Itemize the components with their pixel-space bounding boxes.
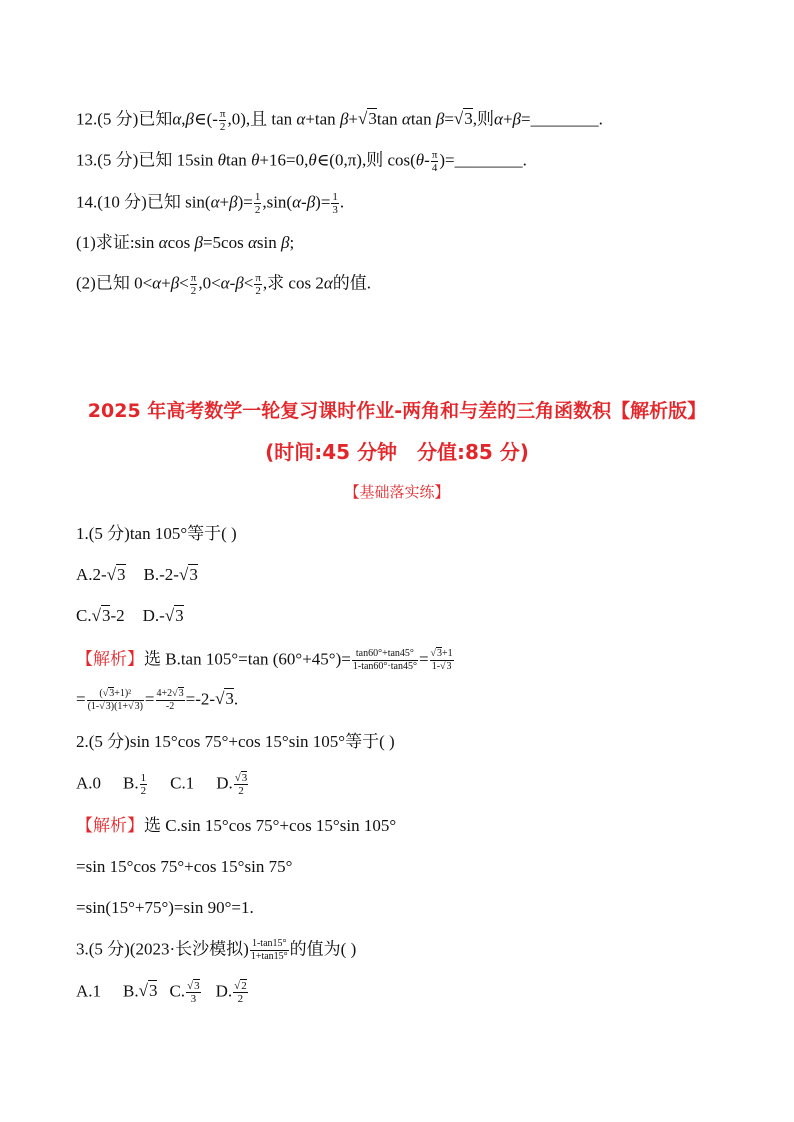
question-14-part-1: (1)求证:sin αcos β=5cos αsin β;	[76, 233, 295, 252]
question-1-options-ab: A.2-√3 B.-2-√3	[76, 565, 198, 584]
q1-option-c: -2	[110, 606, 125, 625]
q14-lead: 14.(10 分)已知 sin(	[76, 192, 211, 212]
q3-option-d: D.	[215, 981, 233, 1001]
question-14: 14.(10 分)已知 sin(α+β)= $\frac{1}{2}$ ,sin(α-β)= $\frac{1}{3}$ .	[76, 191, 345, 216]
answer-tag: 【解析】	[76, 816, 144, 836]
question-2-options: A.0 B. $\frac{1}{2}$ C.1 D. $\frac{√3}{2}$	[76, 772, 248, 797]
q3-option-b: B.	[123, 981, 139, 1001]
question-1-options-cd: C.√3-2 D.-√3	[76, 606, 184, 625]
page-title: 2025 年高考数学一轮复习课时作业-两角和与差的三角函数积【解析版】	[87, 400, 707, 422]
question-1-answer-2: = $\frac{\text{(√3+1)²}}{(1-√3)(1+√3)}$ = $\frac{4+2√3}{-2}$ =-2-√3.	[76, 688, 239, 712]
question-1: 1.(5 分)tan 105°等于( )	[76, 524, 237, 543]
q2-option-b: B.	[123, 773, 139, 793]
question-2-answer-1: 【解析】选 C.sin 15°cos 75°+cos 15°sin 105°	[76, 816, 397, 836]
q13-tail: =________.	[445, 150, 527, 170]
q1-option-b: B.-2-	[143, 565, 179, 584]
question-3: 3.(5 分)(2023·长沙模拟) $\frac{1-\tan 15^\circ}{1+\tan 15^\circ}$ 的值为( )	[76, 938, 357, 962]
q14-p1: (1)求证:sin	[76, 233, 159, 252]
q1-option-d: D.-	[142, 606, 165, 625]
q2-option-a: A.0	[76, 773, 102, 793]
q14-p2: (2)已知 0<	[76, 273, 153, 293]
question-13: 13.(5 分)已知 15sin θtan θ+16=0,θ∈(0,π),则 cos(θ- $\frac{\pi}{4}$ )=________.	[76, 149, 527, 174]
page-subtitle	[0, 436, 794, 465]
q13-lead: 13.(5 分)已知 15sin	[76, 150, 218, 170]
question-2: 2.(5 分)sin 15°cos 75°+cos 15°sin 105°等于( )	[76, 732, 395, 751]
subtitle-score: 分值:85 分)	[417, 440, 529, 464]
question-12: 12.(5 分)已知α,β∈(- $\frac{\pi}{2}$ ,0),且 tan α+tan β+√3tan αtan β=√3,则α+β=________.	[76, 108, 603, 133]
question-3-options: A.1 B.√3 C. $\frac{√3}{3}$ D. $\frac{√2}{2}$	[76, 980, 247, 1005]
q2-option-c: C.1	[170, 773, 195, 793]
question-14-part-2: (2)已知 0<α+β< $\frac{\pi}{2}$ ,0<α-β< $\frac{\pi}{2}$ ,求 cos 2α的值.	[76, 272, 372, 297]
q3-option-a: A.1	[76, 981, 102, 1001]
subtitle-time: (时间:45 分钟	[265, 440, 397, 464]
answer-tag: 【解析】	[76, 649, 144, 670]
q12-tail: =________.	[521, 109, 603, 129]
question-1-answer-1: 【解析】选 B.tan 105°=tan (60°+45°)= $\frac{\tan 60^\circ+\tan 45^\circ}{1-\tan 60^\circ\cdot\tan 45^\circ}$ = $\frac{√3+1}{1-√3}$	[76, 648, 453, 672]
section-label: 【基础落实练】	[344, 483, 450, 501]
q1-option-a: A.2-	[76, 565, 107, 584]
question-2-answer-3: =sin(15°+75°)=sin 90°=1.	[76, 898, 254, 917]
q12-lead: 12.(5 分)已知	[76, 109, 173, 129]
question-2-answer-2: =sin 15°cos 75°+cos 15°sin 75°	[76, 857, 293, 876]
q3-option-c: C.	[169, 981, 186, 1001]
q2-option-d: D.	[216, 773, 233, 793]
